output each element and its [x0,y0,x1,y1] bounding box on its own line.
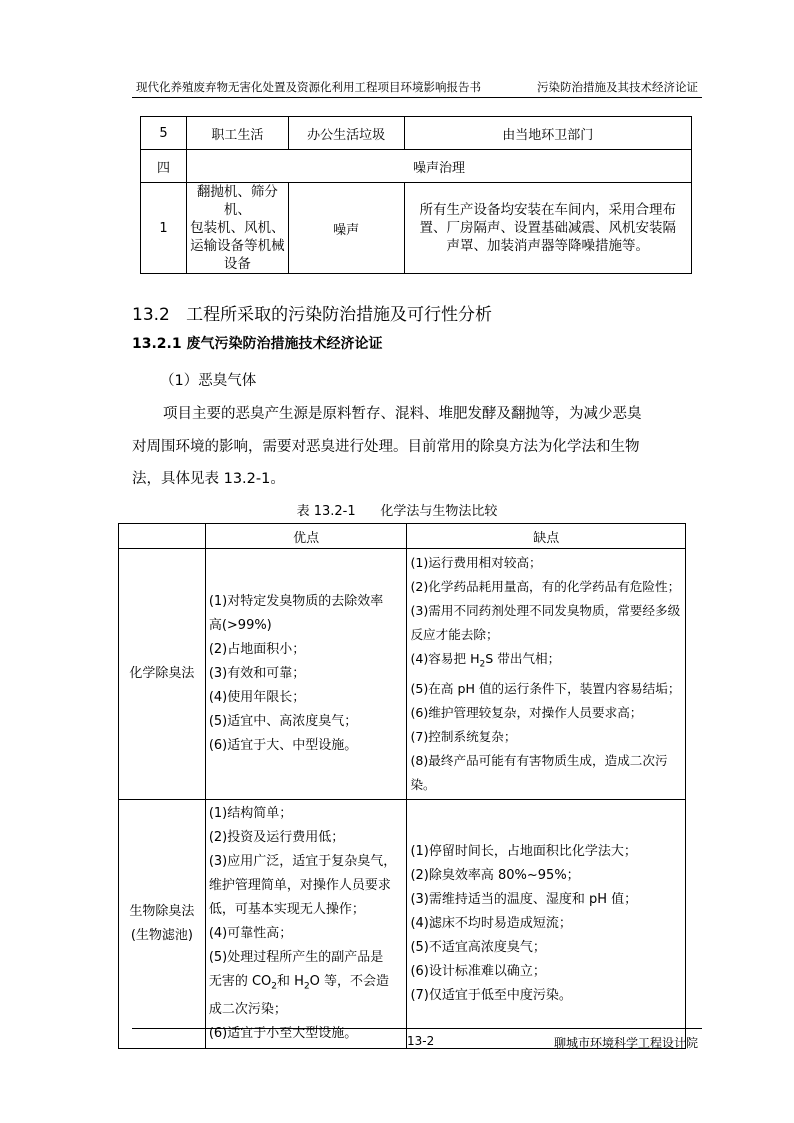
pros-cell [205,549,407,800]
paragraph-line: 对周围环境的影响，需要对恶臭进行处理。目前常用的除臭方法为化学法和生物 [132,439,640,455]
page-header [132,77,702,98]
list-item: (6)维护管理较复杂，对操作人员要求高； [410,704,643,720]
list-item: (2)化学药品耗用量高，有的化学药品有危险性； [410,579,681,594]
list-item: (5)在高 pH 值的运行条件下，装置内容易结垢； [410,680,681,696]
cell-line: 包装机、风机、 [190,220,285,236]
cell-line: 运输设备等机械 [190,238,285,254]
table-row [119,549,686,800]
list-item: (5)处理过程所产生的副产品是 [208,949,384,965]
table-header-cell: 优点 [205,524,407,549]
pros-cell [205,799,407,1049]
cell-line: 翻抛机、筛分机、 [196,184,278,218]
list-item: (2)投资及运行费用低； [208,829,345,845]
page-number: 13-2 [407,1034,435,1048]
table-row [141,183,692,274]
subsection-heading: 13.2.1 废气污染防治措施技术经济论证 [132,336,383,352]
list-item: (4)使用年限长； [208,689,306,705]
footer-divider [132,1028,702,1029]
list-item: (1)运行费用相对较高； [410,555,542,570]
cons-cell [407,549,686,800]
method-label-line: (生物滤池) [130,927,193,943]
table-cell: 噪声 [288,183,404,274]
table-cell: 由当地环卫部门 [404,117,691,150]
list-item: (8)最终产品可能有有害物质生成，造成二次污染。 [410,752,668,792]
list-item: (7)仅适宜于低至中度污染。 [410,987,572,1003]
table-header-cell: 缺点 [407,524,686,549]
list-item: (1)结构简单； [208,805,293,821]
list-item: (1)对特定发臭物质的去除效率 [208,593,384,609]
list-item: (6)适宜于小至大型设施。 [208,1026,358,1042]
table-cell [186,183,288,274]
footer-organization: 聊城市环境科学工程设计院 [553,1036,698,1050]
list-item: 无害的 $CO_2$和 $H_2O$ 等，不会造 [208,973,390,992]
list-item: 反应才能去除； [410,627,499,642]
cell-line: 声罩、加装消声器等降噪措施等。 [446,238,650,254]
list-item: 维护管理简单，对操作人员要求 [208,877,391,893]
method-label [119,799,206,1049]
table-cell: 噪声治理 [186,150,691,183]
list-item: (2)除臭效率高 80%~95%； [410,867,580,883]
cell-line: 置、厂房隔声、设置基础减震、风机安装隔 [419,220,677,236]
table-caption: 表 13.2-1 化学法与生物法比较 [296,504,498,519]
cell-line: 设备 [223,256,251,272]
table-cell: 1 [141,183,187,274]
method-label-line: 生物除臭法 [129,903,195,919]
item-heading: （1）恶臭气体 [160,373,257,389]
list-item: 高(>99%) [208,617,272,633]
table-cell: 办公生活垃圾 [288,117,404,150]
table-row [141,117,692,150]
paragraph-line: 法，具体见表 13.2-1。 [132,471,285,487]
list-item: (7)控制系统复杂； [410,728,517,744]
table-header-row [119,524,686,549]
list-item: (4)滤床不均时易造成短流； [410,915,572,931]
table-cell: 5 [141,117,187,150]
measures-table [140,116,692,274]
table-row [141,150,692,183]
section-heading: 13.2 工程所采取的污染防治措施及可行性分析 [132,305,493,325]
table-cell [404,183,691,274]
header-report-title: 现代化养殖废弃物无害化处置及资源化利用工程项目环境影响报告书 [136,80,481,94]
list-item: (6)设计标准难以确立； [410,963,546,979]
list-item: (4)容易把 $H_2S$ 带出气相； [410,651,561,670]
table-cell: 四 [141,150,187,183]
list-item: (3)有效和可靠； [208,665,306,681]
list-item: (3)应用广泛，适宜于复杂臭气， [208,853,397,869]
list-item: (5)不适宜高浓度臭气； [410,939,546,955]
list-item: (3)需维持适当的温度、湿度和 pH 值； [410,891,638,907]
list-item: (3)需用不同药剂处理不同发臭物质，常要经多级 [410,603,681,618]
method-label: 化学除臭法 [119,549,206,800]
cons-cell [407,799,686,1049]
list-item: (1)停留时间长，占地面积比化学法大； [410,843,637,859]
table-cell: 职工生活 [186,117,288,150]
list-item: 成二次污染； [208,1002,287,1018]
list-item: (6)适宜于大、中型设施。 [208,737,358,753]
list-item: (5)适宜中、高浓度臭气； [208,713,358,729]
cell-line: 所有生产设备均安装在车间内，采用合理布 [419,202,677,218]
list-item: (2)占地面积小； [208,641,306,657]
table-row [119,799,686,1049]
table-header-cell [119,524,206,549]
paragraph-line: 项目主要的恶臭产生源是原料暂存、混料、堆肥发酵及翻抛等，为减少恶臭 [163,406,642,422]
comparison-table [118,523,686,1049]
list-item: (4)可靠性高； [208,925,293,941]
header-chapter-title: 污染防治措施及其技术经济论证 [537,80,698,94]
list-item: 低，可基本实现无人操作； [208,901,365,917]
